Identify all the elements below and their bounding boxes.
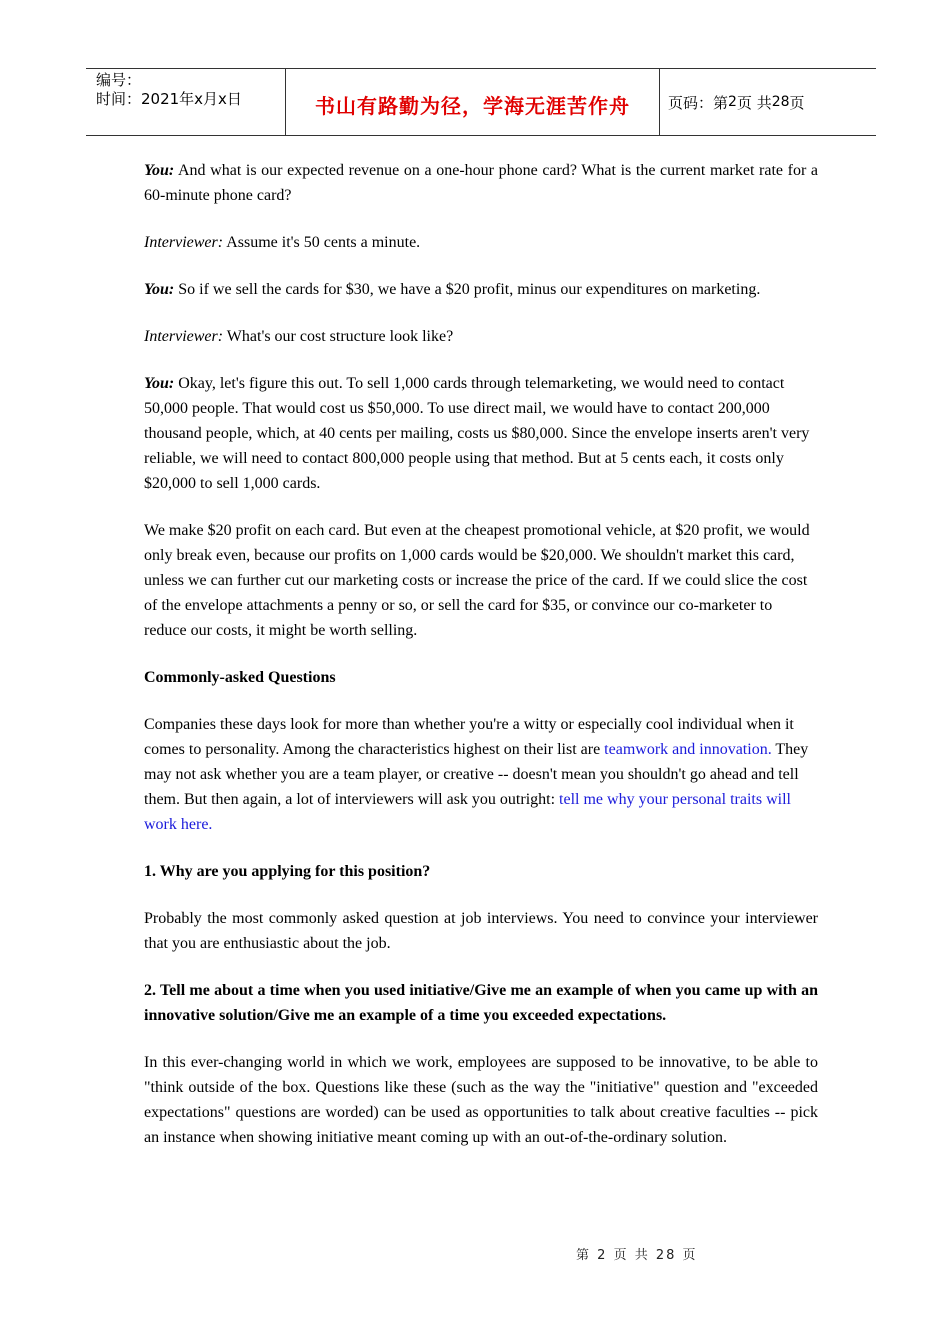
footer-suffix: 页 [682,1248,698,1263]
paragraph [144,277,818,302]
footer-page-number: 2 [597,1248,608,1263]
page-total: 28 [771,94,790,110]
question-heading [144,978,818,1028]
document-body [144,158,818,1172]
speaker-label: You: [144,281,175,298]
link-personal-traits[interactable]: tell me why your personal traits will work here. [144,791,791,833]
header-meta [86,69,286,135]
footer-mid: 页 共 [613,1248,650,1263]
speaker-label: You: [144,162,175,179]
page-number: 2 [728,94,737,110]
paragraph-text: What's our cost structure look like? [223,328,454,345]
header-motto: 书山有路勤为径，学海无涯苦作舟 [286,69,660,135]
footer-prefix: 第 [576,1248,592,1263]
time-label: 时间：2021年x月x日 [96,90,242,108]
paragraph-text: So if we sell the cards for $30, we have a $20 profit, minus our expenditures on marketing. [174,281,761,298]
paragraph-text: They may not ask whether you are a team player, or creative -- doesn't mean you shouldn't go ahead and tell them. But then again, a lot of interviewers will ask you outright: [144,741,809,808]
section-heading [144,665,818,690]
speaker-label: You: [144,375,175,392]
paragraph-text: Okay, let's figure this out. To sell 1,000 cards through telemarketing, we would need to contact 50,000 people. That would cost us $50,000. To use direct mail, we would have to contact 200,000 thousand people, which, at 40 cents per mailing, costs us $80,000. Since the envelope inserts aren't very reliable, we will need to contact 800,000 people using that method. But at 5 cents each, it costs only $20,000 to sell 1,000 cards. [144,375,810,492]
paragraph-text: And what is our expected revenue on a one-hour phone card? What is the current market rate for a 60-minute phone card? [144,162,818,204]
paragraph: We make $20 profit on each card. But even at the cheapest promotional vehicle, at $20 profit, we would only break even, because our profits on 1,000 cards would be $20,000. We shouldn't market this card, unless we can further cut our marketing costs or increase the price of the card. If we could slice the cost of the envelope attachments a penny or so, or sell the card for $35, or convince our co-marketer to reduce our costs, it might be worth selling. [144,522,810,639]
page-footer [576,1244,698,1263]
heading-text: Commonly-asked Questions [144,669,336,686]
id-label: 编号： [96,71,142,89]
speaker-label: Interviewer: [144,234,224,251]
page-header [86,68,876,136]
question-text: 2. Tell me about a time when you used initiative/Give me an example of when you came up with an innovative solution/Give me an example of a time you exceeded expectations. [144,982,818,1024]
page-prefix: 页码：第 [668,93,729,112]
link-teamwork[interactable]: teamwork and innovation. [604,741,772,758]
paragraph [144,324,818,349]
question-text: 1. Why are you applying for this position? [144,863,431,880]
paragraph-text: Companies these days look for more than whether you're a witty or especially cool individual when it comes to personality. Among the characteristics highest on their list are [144,716,794,758]
paragraph: In this ever-changing world in which we work, employees are supposed to be innovative, to be able to "think outside of the box. Questions like these (such as the way the "initiative" question and "exceeded expectations" questions are worded) can be used as opportunities to talk about creative faculties -- pick an instance when showing initiative meant coming up with an out-of-the-ordinary solution. [144,1054,818,1146]
header-page-info [660,69,876,135]
paragraph [144,371,818,496]
page-mid: 页 共 [736,93,772,112]
page-suffix: 页 [789,93,805,112]
question-heading [144,859,818,884]
footer-page-total: 28 [655,1248,677,1263]
speaker-label: Interviewer: [144,328,224,345]
paragraph [144,230,818,255]
paragraph-text: Assume it's 50 cents a minute. [223,234,421,251]
paragraph: Probably the most commonly asked question at job interviews. You need to convince your interviewer that you are enthusiastic about the job. [144,910,818,952]
paragraph [144,158,818,208]
paragraph [144,712,818,837]
